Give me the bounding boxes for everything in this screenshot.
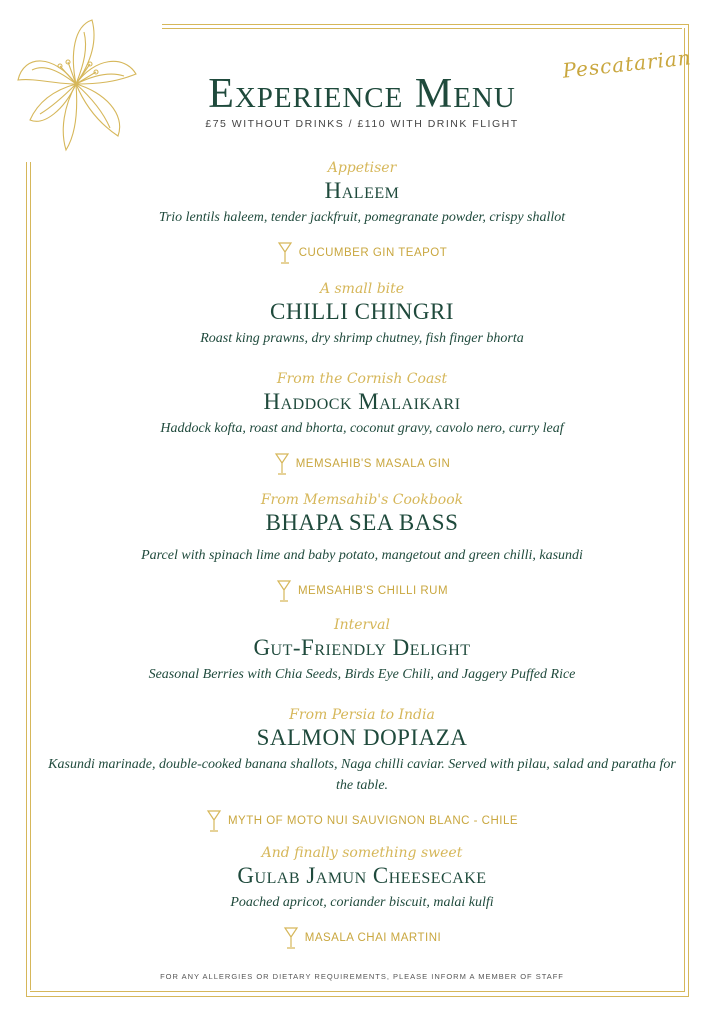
dish-description: Trio lentils haleem, tender jackfruit, pomegranate powder, crispy shallot — [158, 210, 566, 225]
dish-title: CHILLI CHINGRI — [270, 299, 454, 324]
dish-description: Poached apricot, coriander biscuit, malai kulfi — [230, 895, 494, 910]
course-sweet — [30, 843, 694, 951]
course-cornish-coast — [30, 369, 694, 477]
course-persia-to-india — [40, 705, 684, 834]
dish-title: Haddock Malaikari — [263, 389, 461, 414]
course-label: From Memsahib's Cookbook — [260, 492, 464, 508]
drink-pairing — [30, 451, 694, 477]
dish-description: Seasonal Berries with Chia Seeds, Birds Eye Chili, and Jaggery Puffed Rice — [148, 667, 576, 682]
frame-bottom-line — [26, 996, 689, 997]
pairing-text: MEMSAHIB'S CHILLI RUM — [297, 585, 449, 597]
pairing-text: MEMSAHIB'S MASALA GIN — [295, 458, 451, 470]
pescatarian-tag: Pescatarian — [561, 45, 693, 83]
cocktail-glass-icon — [276, 579, 292, 603]
dish-description: Roast king prawns, dry shrimp chutney, fish finger bhorta — [200, 331, 524, 346]
dish-title: SALMON DOPIAZA — [256, 725, 468, 750]
course-appetiser — [30, 158, 694, 266]
cocktail-glass-icon — [206, 809, 222, 833]
pairing-text: MYTH OF MOTO NUI SAUVIGNON BLANC - CHILE — [227, 815, 519, 827]
dish-title: Gut-Friendly Delight — [253, 635, 471, 660]
drink-pairing — [30, 925, 694, 951]
cocktail-glass-icon — [274, 452, 290, 476]
drink-pairing — [30, 240, 694, 266]
course-label: A small bite — [319, 281, 405, 297]
dish-description: Kasundi marinade, double-cooked banana shallots, Naga chilli caviar. Served with pilau, salad and paratha for the table. — [48, 757, 676, 793]
course-label: From the Cornish Coast — [276, 371, 448, 387]
frame-left-line — [26, 162, 27, 996]
dish-title: Gulab Jamun Cheesecake — [237, 863, 487, 888]
frame-bottom-inner-line — [30, 991, 685, 992]
drink-pairing — [40, 808, 684, 834]
pairing-text: MASALA CHAI MARTINI — [304, 932, 442, 944]
dish-title: BHAPA SEA BASS — [265, 510, 459, 535]
frame-top-inner-line — [162, 28, 682, 29]
course-memsahib-cookbook — [30, 490, 694, 604]
course-interval — [30, 615, 694, 685]
allergy-note: FOR ANY ALLERGIES OR DIETARY REQUIREMENTS, PLEASE INFORM A MEMBER OF STAFF — [160, 972, 564, 981]
cocktail-glass-icon — [283, 926, 299, 950]
frame-top-line — [162, 24, 688, 25]
course-small-bite — [30, 279, 694, 349]
pairing-text: CUCUMBER GIN TEAPOT — [298, 247, 448, 259]
course-label: From Persia to India — [289, 707, 435, 723]
course-label: Appetiser — [327, 160, 397, 176]
dish-title: Haleem — [324, 178, 400, 203]
page-title: Experience Menu — [208, 71, 516, 117]
price-line: £75 WITHOUT DRINKS / £110 WITH DRINK FLIGHT — [205, 118, 519, 130]
dish-description: Haddock kofta, roast and bhorta, coconut gravy, cavolo nero, curry leaf — [160, 421, 564, 436]
dish-description: Parcel with spinach lime and baby potato, mangetout and green chilli, kasundi — [141, 548, 583, 563]
cocktail-glass-icon — [277, 241, 293, 265]
drink-pairing — [30, 578, 694, 604]
course-label: And finally something sweet — [261, 845, 463, 861]
course-label: Interval — [334, 617, 390, 633]
